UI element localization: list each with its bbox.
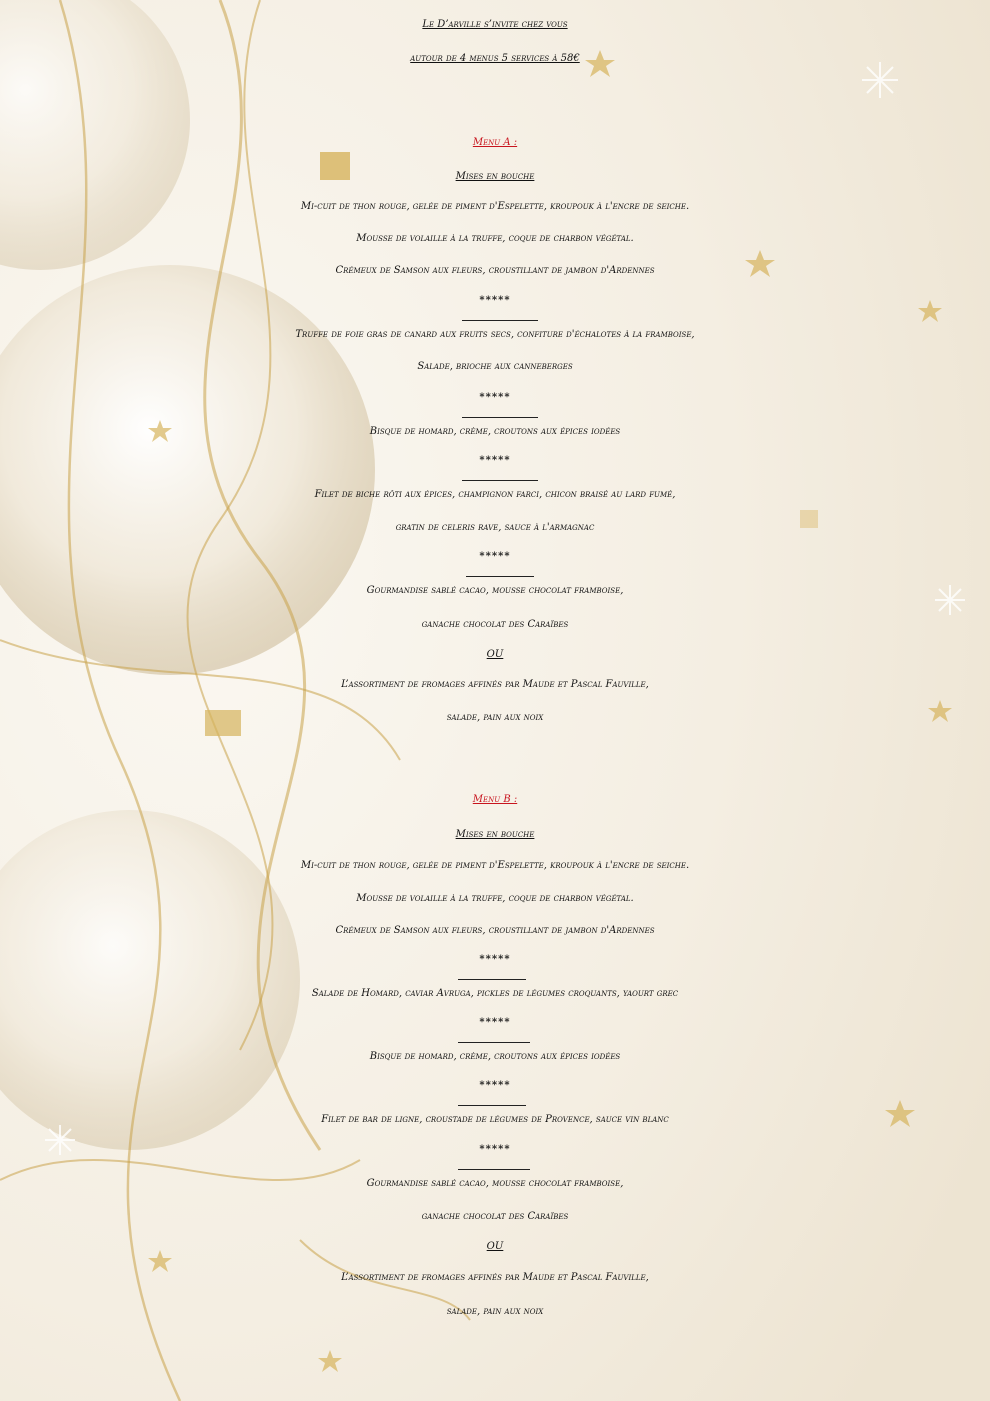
separator-rule bbox=[462, 417, 538, 418]
menu-b-separator-4: ***** bbox=[479, 1144, 511, 1155]
menu-a-course4-1: Filet de biche rôti aux épices, champignon farci, chicon braisé au lard fumé, bbox=[314, 489, 676, 500]
menu-a-separator-1: ***** bbox=[479, 295, 511, 306]
menu-a-separator-4: ***** bbox=[479, 551, 511, 562]
menu-b-course4-1: Filet de bar de ligne, croustade de légumes de Provence, sauce vin blanc bbox=[321, 1114, 669, 1125]
header-line-1: Le D’arville s’invite chez vous bbox=[422, 19, 568, 30]
menu-b-separator-3: ***** bbox=[479, 1080, 511, 1091]
menu-a-or: OU bbox=[486, 649, 504, 660]
menu-b-or: OU bbox=[486, 1241, 504, 1252]
menu-b-dessert-2: ganache chocolat des Caraïbes bbox=[421, 1211, 569, 1222]
menu-b-dessert-1: Gourmandise sablé cacao, mousse chocolat framboise, bbox=[366, 1178, 624, 1189]
separator-rule bbox=[462, 480, 538, 481]
menu-a-separator-2: ***** bbox=[479, 392, 511, 403]
menu-a-separator-3: ***** bbox=[479, 455, 511, 466]
menu-a-subtitle: Mises en bouche bbox=[455, 171, 535, 182]
menu-a-course4-2: gratin de celeris rave, sauce à l'armagnac bbox=[395, 522, 595, 533]
menu-b-amuse-2: Mousse de volaille à la truffe, coque de charbon végétal. bbox=[356, 893, 634, 904]
menu-b-subtitle: Mises en bouche bbox=[455, 829, 535, 840]
menu-b-course2-1: Salade de Homard, caviar Avruga, pickles de légumes croquants, yaourt grec bbox=[311, 988, 679, 999]
menu-a-amuse-3: Crémeux de Samson aux fleurs, croustillant de jambon d'Ardennes bbox=[335, 265, 655, 276]
menu-a-dessert-2: ganache chocolat des Caraïbes bbox=[421, 619, 569, 630]
separator-rule bbox=[466, 576, 534, 577]
separator-rule bbox=[458, 1042, 530, 1043]
menu-b-amuse-1: Mi-cuit de thon rouge, gelée de piment d'Espelette, kroupouk à l'encre de seiche. bbox=[300, 860, 690, 871]
menu-a-dessert-1: Gourmandise sablé cacao, mousse chocolat framboise, bbox=[366, 585, 624, 596]
menu-b-separator-1: ***** bbox=[479, 954, 511, 965]
separator-rule bbox=[462, 320, 538, 321]
separator-rule bbox=[458, 979, 526, 980]
menu-a-title: Menu A : bbox=[472, 137, 518, 148]
menu-a-amuse-2: Mousse de volaille à la truffe, coque de charbon végétal. bbox=[356, 233, 634, 244]
menu-b-cheese-1: L’assortiment de fromages affinés par Maude et Pascal Fauville, bbox=[341, 1272, 649, 1283]
menu-b-course3-1: Bisque de homard, crème, croutons aux épices iodées bbox=[369, 1051, 621, 1062]
header-line-2: autour de 4 menus 5 services à 58€ bbox=[410, 53, 580, 64]
menu-a-cheese-2: salade, pain aux noix bbox=[446, 712, 544, 723]
separator-rule bbox=[458, 1105, 526, 1106]
separator-rule bbox=[458, 1169, 530, 1170]
menu-b-title: Menu B : bbox=[472, 794, 518, 805]
menu-b-cheese-2: salade, pain aux noix bbox=[446, 1306, 544, 1317]
menu-b-separator-2: ***** bbox=[479, 1017, 511, 1028]
menu-a-course3-1: Bisque de homard, crème, croutons aux épices iodées bbox=[369, 426, 621, 437]
menu-a-course2-2: Salade, brioche aux canneberges bbox=[417, 361, 573, 372]
menu-a-amuse-1: Mi-cuit de thon rouge, gelée de piment d'Espelette, kroupouk à l'encre de seiche. bbox=[300, 201, 690, 212]
menu-a-cheese-1: L’assortiment de fromages affinés par Maude et Pascal Fauville, bbox=[341, 679, 649, 690]
menu-b-amuse-3: Crémeux de Samson aux fleurs, croustillant de jambon d'Ardennes bbox=[335, 925, 655, 936]
menu-a-course2-1: Truffe de foie gras de canard aux fruits secs, confiture d'échalotes à la framboise, bbox=[295, 329, 695, 340]
